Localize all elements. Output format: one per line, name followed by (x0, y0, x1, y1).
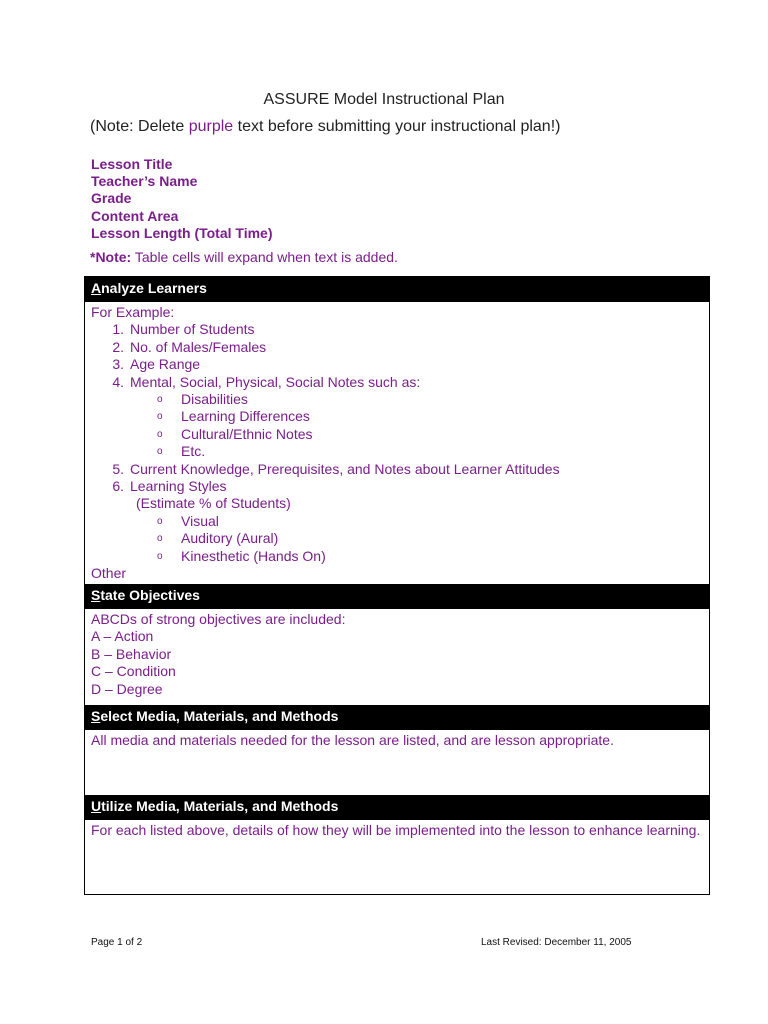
objectives-line: ABCDs of strong objectives are included: (91, 611, 346, 627)
analyze-learners-header (85, 277, 709, 301)
utilize-media-header (85, 795, 709, 819)
list-item: 6. Learning Styles (112, 478, 227, 495)
table-note-label: *Note: (90, 249, 132, 265)
note-prefix: (Note: Delete (90, 118, 189, 135)
circle-bullet-icon: o (157, 533, 163, 545)
table-note-text: Table cells will expand when text is added. (131, 249, 398, 265)
example-intro: For Example: (91, 304, 175, 320)
list-item-note: (Estimate % of Students) (136, 495, 291, 512)
last-revised: Last Revised: December 11, 2005 (481, 937, 632, 948)
objectives-line: D – Degree (91, 680, 163, 697)
list-item: 2. No. of Males/Females (112, 338, 267, 355)
header-initial: S (91, 708, 101, 724)
list-item: 4. Mental, Social, Physical, Social Notes such as: (112, 373, 421, 390)
circle-bullet-icon: o (157, 394, 163, 406)
field-teacher-name: Teacher’s Name (91, 173, 198, 190)
sub-list-item: o Disabilities (157, 391, 248, 408)
header-rest: tate Objectives (100, 587, 200, 603)
objectives-line: A – Action (91, 628, 154, 645)
circle-bullet-icon: o (157, 550, 163, 562)
objectives-line: C – Condition (91, 663, 176, 680)
header-rest: elect Media, Materials, and Methods (100, 708, 339, 724)
page-number: Page 1 of 2 (91, 937, 143, 948)
field-lesson-title: Lesson Title (91, 156, 173, 172)
sub-list-item: o Learning Differences (157, 408, 310, 425)
sub-list-item: o Cultural/Ethnic Notes (157, 425, 313, 442)
media-text: All media and materials needed for the lesson are listed, and are lesson appropriate. (91, 732, 614, 748)
select-media-header (85, 705, 709, 729)
instruction-note (90, 118, 560, 136)
list-item: 5. Current Knowledge, Prerequisites, and Notes about Learner Attitudes (112, 460, 560, 477)
list-item: 1. Number of Students (112, 321, 255, 338)
field-grade: Grade (91, 190, 132, 207)
header-rest: tilize Media, Materials, and Methods (101, 798, 339, 814)
analyze-learners-cell[interactable] (85, 301, 709, 584)
utilize-text: For each listed above, details of how they will be implemented into the lesson to enhance learning. (91, 822, 701, 838)
table-note (90, 249, 398, 265)
header-initial: S (91, 587, 101, 603)
circle-bullet-icon: o (157, 428, 163, 440)
objectives-line: B – Behavior (91, 645, 172, 662)
plan-table (84, 276, 710, 895)
sub-list-item: o Etc. (157, 443, 206, 460)
sub-list-item: o Visual (157, 512, 219, 529)
note-highlight: purple (188, 118, 234, 135)
select-media-cell[interactable] (85, 729, 709, 795)
sub-list-item: o Auditory (Aural) (157, 530, 279, 547)
other-label: Other (91, 565, 127, 582)
header-rest: nalyze Learners (101, 280, 207, 296)
state-objectives-header (85, 584, 709, 608)
utilize-media-cell[interactable] (85, 819, 709, 894)
note-suffix: text before submitting your instructional plan!) (233, 118, 561, 135)
lesson-fields (91, 156, 273, 242)
circle-bullet-icon: o (157, 411, 163, 423)
header-initial: A (91, 280, 102, 296)
circle-bullet-icon: o (157, 515, 163, 527)
field-lesson-length: Lesson Length (Total Time) (91, 224, 273, 241)
circle-bullet-icon: o (157, 446, 163, 458)
field-content-area: Content Area (91, 207, 179, 224)
document-title: ASSURE Model Instructional Plan (263, 91, 505, 108)
header-initial: U (91, 798, 102, 814)
list-item: 3. Age Range (112, 356, 201, 373)
sub-list-item: o Kinesthetic (Hands On) (157, 547, 326, 564)
state-objectives-cell[interactable] (85, 608, 709, 705)
